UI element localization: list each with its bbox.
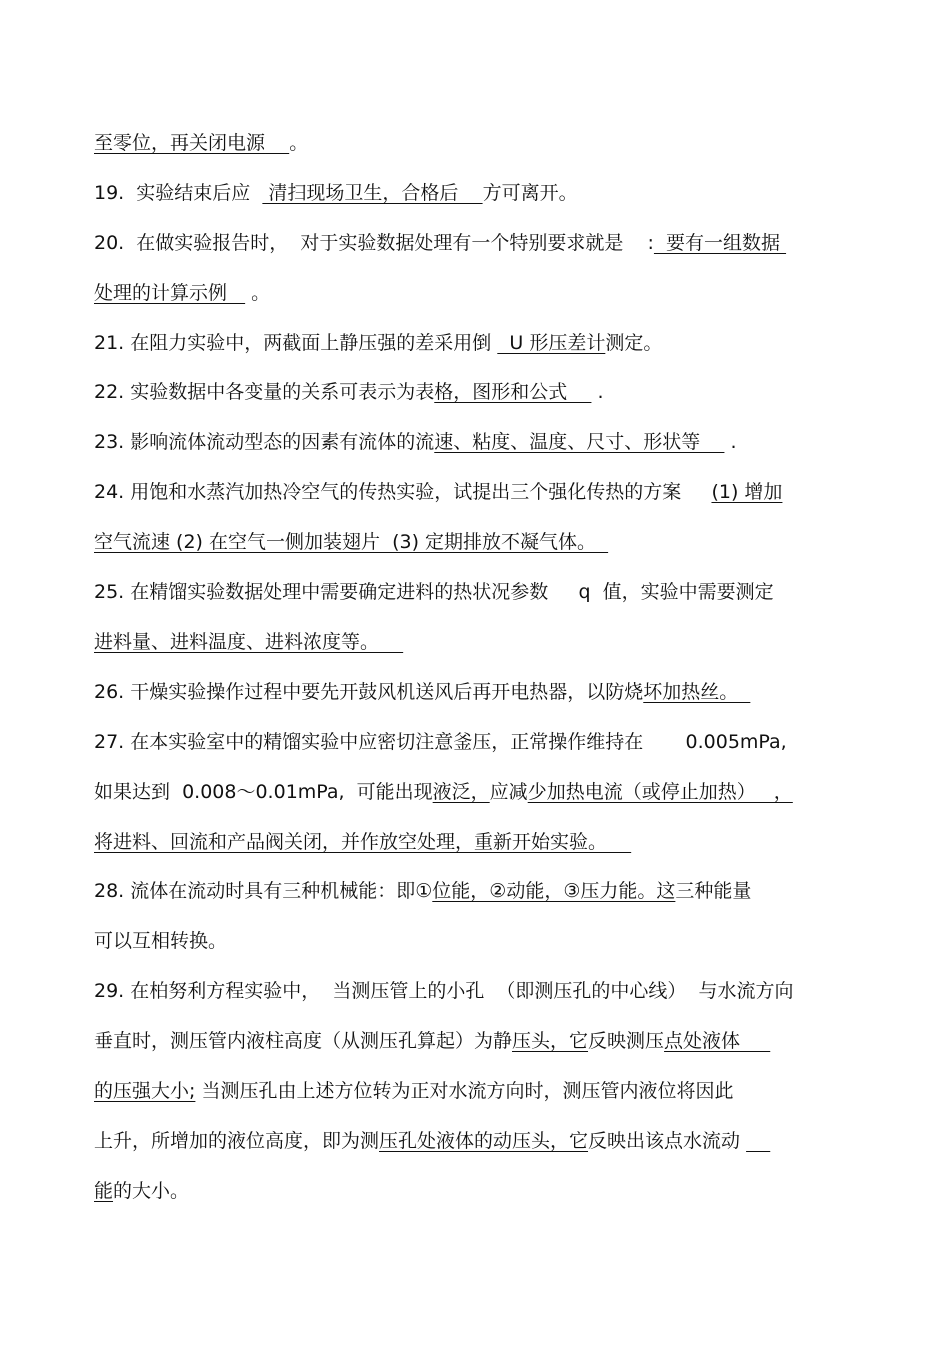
text-line <box>94 131 308 155</box>
text-line <box>94 1129 770 1153</box>
text-run: 要有一组数据 <box>653 232 787 254</box>
text-run: 20. 在做实验报告时， 对于实验数据处理有一个特别要求就是 : <box>94 232 654 254</box>
text-line <box>94 680 750 704</box>
text-run: 反映出该点水流动 <box>588 1130 747 1152</box>
text-run: 19. 实验结束后应 <box>94 182 263 204</box>
text-run: 清扫现场卫生，合格后 <box>262 182 483 204</box>
text-run: 液泛， <box>432 781 490 803</box>
text-line <box>94 480 782 504</box>
text-line <box>94 430 737 454</box>
text-line <box>94 231 786 255</box>
text-run: 。 <box>289 132 309 154</box>
text-run: 26. 干燥实验操作过程中要先开鼓风机送风后再开电热器，以防烧 <box>94 681 644 703</box>
text-run: 24. 用饱和水蒸汽加热冷空气的传热实验，试提出三个强化传热的方案 <box>94 481 712 503</box>
text-run: 处理的计算示例 <box>94 282 246 304</box>
text-run: 至零位，再关闭电源 <box>94 132 266 154</box>
text-run: 进料量、进料温度、进料浓度等。 <box>94 631 404 653</box>
text-line <box>94 530 608 554</box>
text-run: 的大小。 <box>113 1180 190 1202</box>
text-run: 格，图形和公式 <box>434 381 592 403</box>
text-line <box>94 580 774 604</box>
text-line <box>94 929 227 953</box>
text-run: 如果达到 0.008～0.01mPa, 可能出现 <box>94 781 433 803</box>
text-run: 21. 在阻力实验中，两截面上静压强的差采用倒 <box>94 332 498 354</box>
text-run: 将进料、回流和产品阀关闭，并作放空处理，重新开始实验。 <box>94 831 632 853</box>
text-run: 应减 <box>489 781 528 803</box>
text-run: 22. 实验数据中各变量的关系可表示为表 <box>94 381 435 403</box>
text-run: 三种能量 <box>675 880 752 902</box>
text-line <box>94 331 662 355</box>
text-run: . <box>591 381 604 403</box>
text-run: 少加热电流（或停止加热） ， <box>527 781 793 803</box>
text-run: 压孔处液体的动压头，它 <box>379 1130 589 1152</box>
text-run: U 形压差计 <box>497 332 606 354</box>
text-run: 速、粘度、温度、尺寸、形状等 <box>434 431 725 453</box>
text-run: 可以互相转换。 <box>94 930 228 952</box>
text-line <box>94 1079 733 1103</box>
text-run: 。 <box>245 282 271 304</box>
text-line <box>94 380 604 404</box>
text-run: 28. 流体在流动时具有三种机械能：即① <box>94 880 433 902</box>
text-line <box>94 979 794 1003</box>
text-run: 方可离开。 <box>482 182 578 204</box>
text-run: 29. 在柏努利方程实验中， 当测压管上的小孔 （即测压孔的中心线） 与水流方向 <box>94 980 794 1002</box>
text-run: 25. 在精馏实验数据处理中需要确定进料的热状况参数 q 值，实验中需要测定 <box>94 581 774 603</box>
text-run: 的压强大小; <box>94 1080 196 1102</box>
text-run: 点处液体 <box>664 1030 771 1052</box>
text-run: 反映测压 <box>588 1030 665 1052</box>
text-line <box>94 830 631 854</box>
text-run: 23. 影响流体流动型态的因素有流体的流 <box>94 431 435 453</box>
text-run: 压头，它 <box>512 1030 589 1052</box>
text-line <box>94 1029 770 1053</box>
text-run: 能 <box>94 1180 114 1202</box>
text-run <box>265 132 289 154</box>
text-line <box>94 281 270 305</box>
text-run <box>746 1130 770 1152</box>
text-run: 测定。 <box>605 332 663 354</box>
text-line <box>94 630 403 654</box>
text-run: 上升，所增加的液位高度，即为测 <box>94 1130 380 1152</box>
text-line <box>94 780 793 804</box>
text-run: (1) 增加 <box>711 481 783 503</box>
text-line <box>94 1179 189 1203</box>
text-line <box>94 181 578 205</box>
text-run: 当测压孔由上述方位转为正对水流方向时，测压管内液位将因此 <box>195 1080 734 1102</box>
text-run: . <box>724 431 737 453</box>
text-line <box>94 730 787 754</box>
text-run: 位能，②动能，③压力能。这 <box>432 880 676 902</box>
text-run: 27. 在本实验室中的精馏实验中应密切注意釜压，正常操作维持在 0.005mPa, <box>94 731 787 753</box>
text-run: 坏加热丝。 <box>643 681 751 703</box>
text-run: 空气流速 (2) 在空气一侧加装翅片 (3) 定期排放不凝气体。 <box>94 531 609 553</box>
text-run: 垂直时，测压管内液柱高度（从测压孔算起）为静 <box>94 1030 513 1052</box>
text-line <box>94 879 751 903</box>
